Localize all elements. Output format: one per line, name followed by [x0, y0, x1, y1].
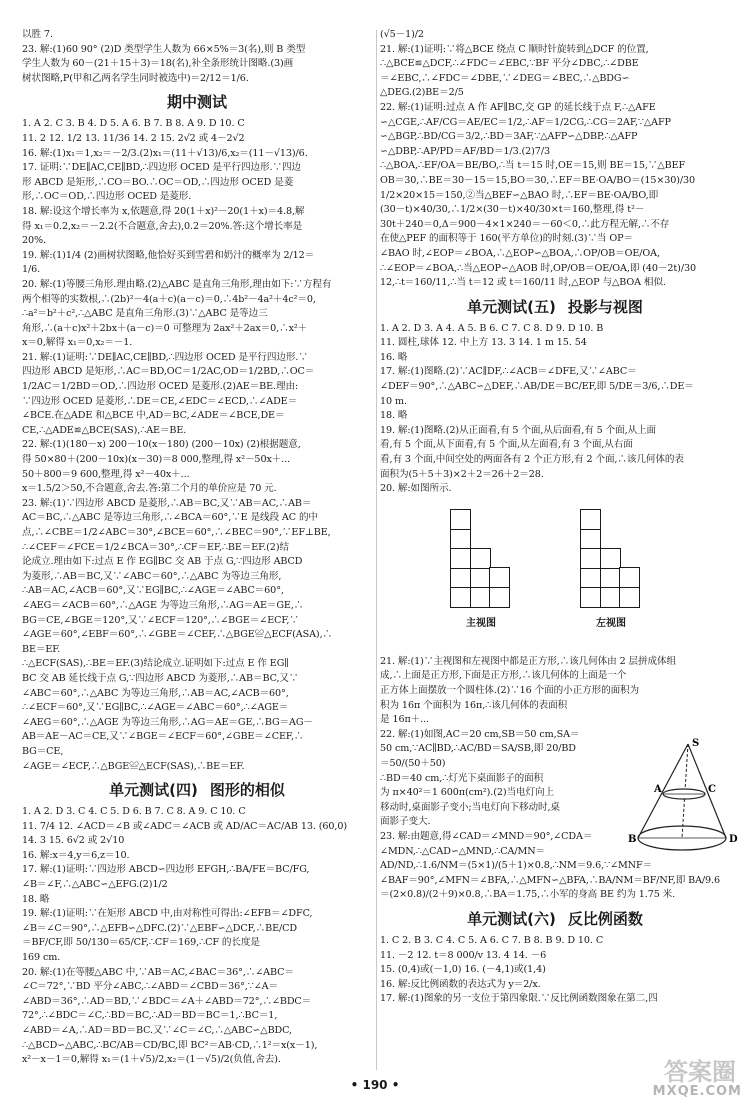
- answer-line: 四边形 ABCD 是矩形,∴AC＝BD,OC＝1/2AC,OD＝1/2BD,∴OC＝: [22, 366, 315, 378]
- answer-line: 14. 3 15. 6√2 或 2√10: [22, 835, 125, 847]
- answer-line: ∴△BCE≌△DCF,∴∠FDC＝∠EBC,∵BF 平分∠DBC,∴∠DBE: [380, 58, 639, 70]
- answer-line: 11. 圆柱,球体 12. 中上方 13. 3 14. 1 m 15. 54: [380, 337, 587, 349]
- view-cell: [600, 587, 621, 608]
- answer-line: AD/ND,∴1.6/NM＝(5×1)/(5＋1)×0.8,∴NM＝9.6,∵∠MNF＝: [380, 860, 653, 872]
- answer-line: ∴a²＝b²＋c²,∴△ABC 是直角三角形.(3)∵△ABC 是等边三: [22, 308, 268, 320]
- answer-line: 22. 解:(1)(180－x) 200－10(x－180) (200－10x) (2)根据题意,: [22, 439, 301, 451]
- column-divider: [376, 30, 377, 1070]
- answer-line: 得 50×80＋(200－10x)(x－30)＝8 000,整理,得 x²－50x＋...: [22, 454, 291, 466]
- answer-line: 50＋800＝9 600,整理,得 x²－40x＋...: [22, 468, 190, 480]
- answer-line: 19. 解:(1)证明:∵在矩形 ABCD 中,由对称性可得出:∠EFB＝∠DFC,: [22, 908, 313, 920]
- view-cell: [489, 587, 510, 608]
- answer-line: ∠AGE＝60°,∠EBF＝60°,∴∠GBE＝∠CEF,∴△BGE≌△ECF(ASA),∴: [22, 629, 333, 641]
- answer-line: 11. 7/4 12. ∠ACD＝∠B 或∠ADC＝∠ACB 或 AD/AC＝AC/AB 13. (60,0): [22, 820, 347, 832]
- answer-line: ∠ABD＝∠A,∴AD＝BD＝BC.又∵∠C＝∠C,∴△ABC∽△BDC,: [22, 1025, 292, 1036]
- answer-line: 18. 略: [22, 893, 50, 905]
- answer-line: 12,∴t＝160/11,∴当 t＝12 或 t＝160/11 时,△EOP 与△BOA 相似.: [380, 277, 666, 289]
- answer-line: ∠AEG＝∠ACB＝60°,∴△AGE 为等边三角形,∴AG＝AE＝GE,∴: [22, 599, 304, 611]
- view-cell: [580, 548, 601, 569]
- answer-line: 两个相等的实数根,∴(2b)²－4(a＋c)(a－c)＝0,∴4b²－4a²＋4c²＝0,: [22, 293, 316, 305]
- answer-line: 积为 16π 个面积为 16π,∴该几何体的表面积: [380, 699, 568, 711]
- answer-line: 16. 解:反比例函数的表达式为 y＝2/x.: [380, 978, 541, 990]
- answer-line: OB＝30,∴BE＝30－15＝15,BO＝30,∴EF＝BE·OA/BO＝(15×30)/30: [380, 174, 696, 186]
- answer-line: 17. 证明:∵DE∥AC,CE∥BD,∴四边形 OCED 是平行四边形.∵四边: [22, 162, 301, 174]
- answer-line: 50 cm,∵AC∥BD,∴AC/BD＝SA/SB,即 20/BD: [380, 743, 576, 755]
- answer-line: 树状图略,P(甲和乙两名学生同时被选中)＝2/12＝1/6.: [22, 72, 249, 84]
- answer-line: ∠B＝∠F,∴△ABC∽△EFG.(2)1/2: [22, 879, 168, 891]
- answer-line: 点,∴∠CBE＝1/2∠ABC＝30°,∠BCE＝60°,∴∠BEC＝90°,∵EF⊥BE,: [22, 527, 331, 538]
- front-view-caption: 主视图: [466, 618, 496, 630]
- answer-line: 形,∴OC＝OD,∴四边形 OCED 是菱形.: [22, 191, 192, 203]
- answer-line: BG＝CE,∠BGE＝120°,又∵∠ECF＝120°,∴∠BGE＝∠ECF,∵: [22, 614, 299, 626]
- label-a: A: [654, 784, 662, 795]
- answer-line: 正方体上面摆放一个圆柱体.(2)∵16 个面的小正方形的面积为: [380, 685, 640, 696]
- section-subtitle: 反比例函数: [567, 909, 643, 928]
- answer-line: x²－x－1＝0,解得 x₁＝(1＋√5)/2,x₂＝(1－√5)/2(负值,舍去).: [22, 1054, 281, 1066]
- answer-line: 30t＋240＝0,Δ＝900－4×1×240＝－60＜0,∴此方程无解,∴不存: [380, 218, 670, 230]
- answer-line: 得 x₁＝0.2,x₂＝－2.2(不合题意,舍去),0.2＝20%.答:这个增长率是: [22, 220, 303, 232]
- answer-line: 1. A 2. D 3. C 4. C 5. D 6. B 7. C 8. A 9. C 10. C: [22, 806, 246, 818]
- answer-line: ∵四边形 OCED 是菱形,∴DE＝CE,∠EDC＝∠ECD,∴∠ADE＝: [22, 395, 298, 407]
- view-cell: [450, 528, 471, 549]
- answer-line: ∠ABD＝36°,∴AD＝BD,∵∠BDC＝∠A＋∠ABD＝72°,∴∠BDC＝: [22, 995, 312, 1007]
- answer-line: ＝BF/CF,即 50/130＝65/CF,∴CF＝169,∴CF 的长度是: [22, 937, 260, 949]
- answer-line: 1/2AC＝1/2BD＝OD,∴四边形 OCED 是菱形.(2)AE＝BE.理由:: [22, 381, 299, 393]
- answer-line: ∠BAF＝90°,∠MFN＝∠BFA,∴△MFN∽△BFA,∴BA/NM＝BF/NF,即 BA/9.6: [380, 874, 721, 886]
- answer-line: ∽△CGE,∴AF/CG＝AE/EC＝1/2,∴AF＝1/2CG,∴CG＝2AF,∵△AFP: [380, 116, 671, 128]
- answer-line: 20. 解:(1)等腰三角形.理由略.(2)△ABC 是直角三角形,理由如下:∵方程有: [22, 278, 332, 290]
- answer-line: 以胜 7.: [22, 29, 53, 40]
- answer-line: ∠BAO 时,∠EOP＝∠BOA,∴△EOP∽△BOA,∴OP/OB＝OE/OA,: [380, 247, 660, 259]
- view-cell: [580, 567, 601, 588]
- answer-line: 19. 解:(1)1/4 (2)画树状图略,他恰好买到雪碧和奶汁的概率为 2/12＝: [22, 249, 315, 261]
- answer-line: 19. 解:(1)图略.(2)从正面看,有 5 个面,从后面看,有 5 个面,从上面: [380, 424, 657, 436]
- answer-line: 72°,∴∠BDC＝∠C,∴BD＝BC,∴AD＝BD＝BC＝1,∴BC＝1,: [22, 1010, 278, 1022]
- answer-line: 20. 解:(1)在等腰△ABC 中,∵AB＝AC,∠BAC＝36°,∴∠ABC＝: [22, 966, 294, 978]
- answer-line: ∴AB＝AC,∠ACB＝60°,又∵EG∥BC,∴∠AGE＝∠ABC＝60°,: [22, 585, 284, 597]
- page-number: • 190 •: [350, 1078, 400, 1092]
- view-cell: [470, 548, 491, 569]
- answer-line: x＝0,解得 x₁＝0,x₂＝－1.: [22, 337, 133, 349]
- answer-line: 面积为(5＋5＋3)×2＋2＝26＋2＝28.: [380, 468, 544, 480]
- answer-line: 17. 解:(1)图象的另一支位于第四象限.∵反比例函数图象在第二,四: [380, 993, 658, 1005]
- answer-line: 20%.: [22, 235, 46, 247]
- section-heading: [22, 778, 372, 802]
- answer-line: ∠DEF＝90°,∴△ABC∽△DEF,∴AB/DE＝BC/EF,即 5/DE＝3/6,∴DE＝: [380, 381, 694, 393]
- view-cell: [580, 509, 601, 530]
- view-cell: [450, 548, 471, 569]
- section-heading: [380, 907, 730, 931]
- answer-line: BE＝EF.: [22, 643, 61, 655]
- answer-line: ＝50/(50＋50): [380, 757, 446, 769]
- front-view-figure: [450, 501, 513, 646]
- section-title: 单元测试(四): [109, 781, 198, 800]
- watermark-top: 答案圈: [664, 1058, 736, 1086]
- view-cell: [489, 567, 510, 588]
- answer-line: 21. 解:(1)证明:∵DE∥AC,CE∥BD,∴四边形 OCED 是平行四边形.∵: [22, 351, 308, 363]
- answer-line: ∴∠CEF＝∠FCE＝1/2∠BCA＝30°,∴CF＝EF,∴BE＝EF.(2)结: [22, 541, 289, 553]
- answer-line: 17. 解:(1)图略.(2)∵AC∥DF,∴∠ACB＝∠DFE,又∵∠ABC＝: [380, 366, 637, 378]
- answer-line: AC＝BC,∴△ABC 是等边三角形,∴∠BCA＝60°,∵E 是线段 AC 的中: [22, 512, 318, 524]
- answer-line: 17. 解:(1)证明:∵四边形 ABCD∽四边形 EFGH,∴BA/FE＝BC/FG,: [22, 864, 310, 876]
- answer-line: ∴△BOA,∴EF/OA＝BE/BO,∴当 t＝15 时,OE＝15,则 BE＝15,∵△BEF: [380, 160, 686, 172]
- answer-line: 18. 略: [380, 410, 408, 422]
- answer-line: (30－t)×40/30,∴1/2×(30－t)×40/30×t＝160,整理,得 t²－: [380, 204, 645, 216]
- left-view-figure: [580, 501, 643, 646]
- view-cell: [619, 587, 640, 608]
- section-subtitle: 投影与视图: [567, 297, 643, 316]
- answer-line: 形 ABCD 是矩形,∴CO＝BO.∴OC＝OD,∴四边形 OCED 是菱: [22, 176, 294, 188]
- view-cell: [450, 587, 471, 608]
- cone-lamp-diagram: [626, 736, 738, 854]
- answer-line: 在使△PEF 的面积等于 160(平方单位)的时刻.(3)∵当 OP＝: [380, 233, 633, 245]
- answer-line: BC 交 AB 延长线于点 G,∵四边形 ABCD 为菱形,∴AB＝BC,又∵: [22, 672, 299, 684]
- answer-line: 角形,∴(a＋c)x²＋2bx＋(a－c)＝0 可整理为 2ax²＋2ax＝0,∴x²＋: [22, 322, 308, 334]
- view-cell: [580, 528, 601, 549]
- answer-line: 16. 解:(1)x₁＝1,x₂＝－2/3.(2)x₁＝(11＋√13)/6,x₂＝(11－√13)/6.: [22, 147, 308, 159]
- answer-line: ∠C＝72°,∵BD 平分∠ABC,∴∠ABD＝∠CBD＝36°,∵∠A＝: [22, 981, 278, 993]
- answer-line: ∴BD＝40 cm,∴灯光下桌面影子的面积: [380, 772, 544, 784]
- view-cell: [450, 567, 471, 588]
- answer-line: BG＝CE,: [22, 745, 64, 757]
- answer-line: 学生人数为 60－(21＋15＋3)＝18(名),补全条形统计图略.(3)画: [22, 58, 294, 70]
- view-cell: [470, 567, 491, 588]
- answer-line: ∠ABC＝60°,∴△ABC 为等边三角形,∴AB＝AC,∠ACB＝60°,: [22, 687, 289, 699]
- answer-line: 1. A 2. C 3. B 4. D 5. A 6. B 7. B 8. A 9. D 10. C: [22, 118, 245, 130]
- left-view-caption: 左视图: [596, 618, 626, 630]
- answer-line: 成,∴上面是正方形,下面是正方形,∴该几何体的上面是一个: [380, 670, 627, 682]
- answer-line: 1. A 2. D 3. A 4. A 5. B 6. C 7. C 8. D 9. D 10. B: [380, 322, 604, 334]
- label-c: C: [708, 784, 716, 795]
- answer-line: 18. 解:设这个增长率为 x,依题意,得 20(1＋x)²－20(1＋x)＝4.8,解: [22, 205, 305, 217]
- answer-line: ∽△DBP,∴AP/PD＝AF/BD＝1/3.(2)7/3: [380, 145, 550, 157]
- answer-line: 面影子变大.: [380, 816, 431, 828]
- answer-line: (√5－1)/2: [380, 29, 424, 40]
- answer-line: 16. 解:x＝4,y＝6,z＝10.: [22, 849, 130, 861]
- three-view-figures: [380, 501, 730, 651]
- answer-line: 10 m.: [380, 395, 407, 407]
- answer-line: 23. 解:(1)60 90° (2)D 类型学生人数为 66×5%＝3(名),则 B 类型: [22, 43, 306, 55]
- label-s: S: [692, 738, 700, 749]
- answer-line: 1/2×20×15＝150,②当△BEF∽△BAO 时,∴EF＝BE·OA/BO,即: [380, 189, 659, 201]
- answer-line: ∠MDN,∴△CAD∽△MND,∴CA/MN＝: [380, 845, 545, 857]
- answer-line: 看,有 5 个面,从下面看,有 5 个面,从左面看,有 3 个面,从右面: [380, 439, 633, 451]
- answer-line: ∴∠EOP＝∠BOA,∴当△EOP∽△AOB 时,OP/OB＝OE/OA,即 (40－2t)/30: [380, 262, 696, 274]
- answer-line: 16. 略: [380, 351, 408, 363]
- view-cell: [619, 567, 640, 588]
- section-heading: [22, 90, 372, 114]
- right-column: [380, 28, 730, 1007]
- answer-line: ＝(2×0.8)/(2＋9)×0.8,∴BA＝1.75,∴小军的身高 BE 约为 1.75 米.: [380, 889, 676, 901]
- answer-line: 1/6.: [22, 264, 41, 276]
- answer-line: 22. 解:(1)证明:过点 A 作 AF∥BC,交 GP 的延长线于点 F,∴△AFE: [380, 101, 656, 113]
- label-b: B: [628, 834, 637, 845]
- answer-line: 11. －2 12. t＝8 000/v 13. 4 14. －6: [380, 949, 547, 961]
- section-subtitle: 图形的相似: [209, 781, 285, 800]
- answer-line: 23. 解:(1)∵四边形 ABCD 是菱形,∴AB＝BC,又∵AB＝AC,∴AB＝: [22, 497, 312, 509]
- label-d: D: [729, 834, 738, 845]
- answer-line: 169 cm.: [22, 952, 61, 964]
- answer-line: 21. 解:(1)∵主视图和左视图中都是正方形,∴该几何体由 2 层拼成体组: [380, 655, 677, 667]
- section-title: 单元测试(六): [467, 909, 556, 928]
- answer-line: AB＝AE－AC＝CE,又∵∠BGE＝∠ECF＝60°,∠GBE＝∠CEF,∴: [22, 731, 304, 743]
- section-heading: [380, 295, 730, 319]
- watermark-bottom: MXQE.COM: [652, 1084, 742, 1099]
- answer-line: ∽△BGP,∴BD/CG＝3/2,∴BD＝3AF,∵△AFP∽△DBP,∴△AFP: [380, 131, 638, 143]
- answer-line: 20. 解:如图所示.: [380, 483, 452, 495]
- answer-line: ∴△ECF(SAS),∴BE＝EF.(3)结论成立.证明如下:过点 E 作 EG∥: [22, 658, 289, 670]
- answer-line: 论成立.理由如下:过点 E 作 EG∥BC 交 AB 于点 G,∵四边形 ABCD: [22, 556, 303, 568]
- answer-line: △DEG.(2)BE＝2/5: [380, 87, 464, 99]
- answer-line: 11. 2 12. 1/2 13. 11/36 14. 2 15. 2√2 或 4－2√2: [22, 132, 245, 144]
- answer-line: 移动时,桌面影子变小;当电灯向下移动时,桌: [380, 801, 560, 813]
- answer-line: ∠AEG＝60°,∴△AGE 为等边三角形,∴AG＝AE＝GE,∴BG＝AG－: [22, 716, 313, 728]
- answer-line: ∴△BCD∽△ABC,∴BC/AB＝CD/BC,即 BC²＝AB·CD,∴1²＝x(x－1),: [22, 1039, 318, 1051]
- answer-line: ＝∠EBC,∴∠FDC＝∠DBE,∵∠DEG＝∠BEC,∴△BDG∽: [380, 72, 630, 84]
- answer-line: 是 16π＋...: [380, 714, 429, 726]
- answer-line: ∠AGE＝∠ECF,∴△BGE≌△ECF(SAS),∴BE＝EF.: [22, 760, 245, 772]
- answer-line: ∠BCE.在△ADE 和△BCE 中,AD＝BC,∠ADE＝∠BCE,DE＝: [22, 410, 285, 422]
- answer-line: 为菱形,∴AB＝BC,又∵∠ABC＝60°,∴△ABC 为等边三角形,: [22, 570, 282, 582]
- answer-line: 看,有 3 个面,中间空处的两面各有 2 个正方形,有 2 个面,∴该几何体的表: [380, 454, 684, 466]
- answer-line: 15. (0,4)或(－1,0) 16. (－4,1)或(1,4): [380, 964, 546, 976]
- view-cell: [470, 587, 491, 608]
- answer-line: 22. 解:(1)如图,AC＝20 cm,SB＝50 cm,SA＝: [380, 728, 580, 740]
- answer-line: 为 π×40²＝1 600π(cm²).(2)当电灯向上: [380, 787, 555, 799]
- answer-line: x＝1.5/2＞50,不合题意,舍去.答:第二个月的单价应是 70 元.: [22, 483, 277, 495]
- view-cell: [580, 587, 601, 608]
- section-title: 单元测试(五): [467, 297, 556, 316]
- answer-line: CE,∴△ADE≌△BCE(SAS),∴AE＝BE.: [22, 424, 187, 436]
- view-cell: [450, 509, 471, 530]
- answer-line: ∠B＝∠C＝90°,∴△EFB∽△DFC.(2)∵△EBF∽△DCF,∴BE/CD: [22, 922, 297, 934]
- answer-line: 23. 解:由题意,得∠CAD＝∠MND＝90°,∠CDA＝: [380, 830, 593, 842]
- left-column: [22, 28, 372, 1068]
- answer-line: 1. C 2. B 3. C 4. C 5. A 6. C 7. B 8. B 9. D 10. C: [380, 934, 604, 946]
- watermark-logo: [632, 1052, 742, 1104]
- answer-line: ∴∠ECF＝60°,又∵EG∥BC,∴∠AGE＝∠ABC＝60°,∴∠AGE＝: [22, 702, 289, 714]
- view-cell: [600, 548, 621, 569]
- section-title: 期中测试: [166, 93, 227, 112]
- view-cell: [600, 567, 621, 588]
- answer-line: 21. 解:(1)证明:∵将△BCE 绕点 C 顺时针旋转到△DCF 的位置,: [380, 43, 649, 55]
